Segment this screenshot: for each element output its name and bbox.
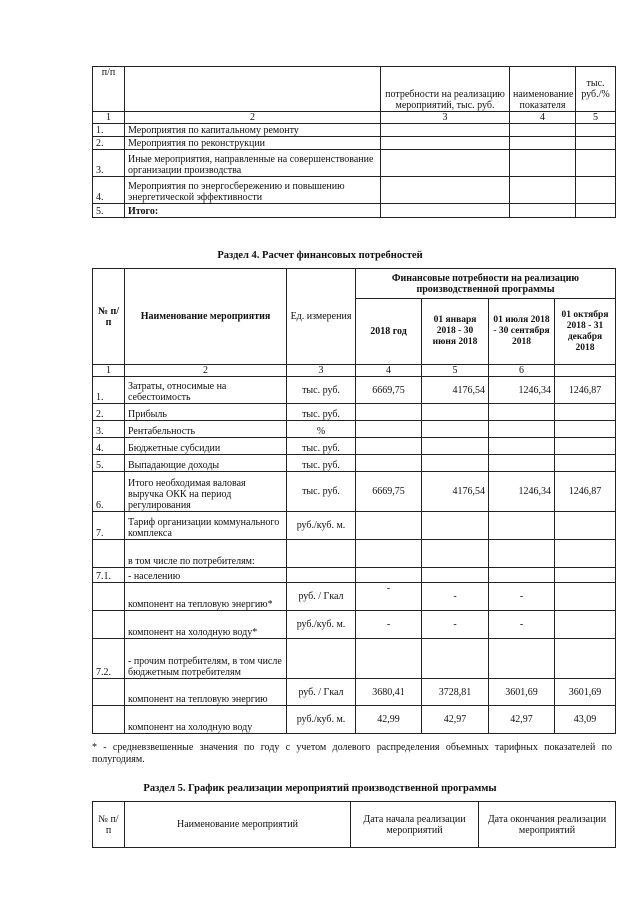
table-row	[93, 472, 616, 512]
footnote: * - средневзвешенные значения по году с учетом долевого распределения объемных тарифных показателей по полугодиям.	[92, 742, 612, 765]
section5-title: Раздел 5. График реализации мероприятий производственной программы	[143, 783, 497, 794]
row-number: 7.2.	[93, 639, 125, 679]
row-unit: руб./куб. м.	[287, 611, 356, 639]
table-section4	[92, 268, 616, 734]
table-row	[93, 438, 616, 455]
row-value: -	[489, 583, 555, 611]
s5-h-start: Дата начала реализации мероприятий	[351, 802, 479, 848]
t3-num-col: 1	[93, 112, 125, 124]
row-unit: руб. / Гкал	[287, 679, 356, 706]
row-number: 5.	[93, 204, 125, 218]
t3-num-col: 5	[576, 112, 616, 124]
row-unit: руб./куб. м.	[287, 706, 356, 734]
row-number: 3.	[93, 150, 125, 177]
t3-num-col: 2	[125, 112, 381, 124]
row-value: 1246,34	[489, 377, 555, 404]
row-number: 2.	[93, 137, 125, 150]
table-row	[93, 204, 616, 218]
s4-num-col: 5	[422, 365, 489, 377]
t3-h-num: п/п	[93, 67, 125, 112]
s5-h-num: № п/п	[93, 802, 125, 848]
row-value: 6669,75	[356, 472, 422, 512]
row-number: 4.	[93, 177, 125, 204]
s4-num-col: 6	[489, 365, 555, 377]
table-row	[93, 679, 616, 706]
row-number: 6.	[93, 472, 125, 512]
row-value: -	[356, 611, 422, 639]
row-name: компонент на холодную воду*	[125, 611, 287, 639]
row-name: Мероприятия по энергосбережению и повышению энергетической эффективности	[125, 177, 381, 204]
table-row	[93, 177, 616, 204]
row-name: Затраты, относимые на себестоимость	[125, 377, 287, 404]
s4-h-col: 2018 год	[356, 299, 422, 365]
s4-h-col: 01 июля 2018 - 30 сентября 2018	[489, 299, 555, 365]
row-unit: тыс. руб.	[287, 438, 356, 455]
row-name: Прибыль	[125, 404, 287, 421]
row-name: - прочим потребителям, в том числе бюджетным потребителям	[125, 639, 287, 679]
row-unit: тыс. руб.	[287, 404, 356, 421]
row-number	[93, 611, 125, 639]
row-number	[93, 540, 125, 568]
table-row	[93, 611, 616, 639]
row-value: 42,97	[489, 706, 555, 734]
s5-h-end: Дата окончания реализации мероприятий	[479, 802, 616, 848]
table-row	[93, 583, 616, 611]
row-value: 1246,87	[555, 472, 616, 512]
s4-h-col: 01 октября 2018 - 31 декабря 2018	[555, 299, 616, 365]
s4-h-group: Финансовые потребности на реализацию производственной программы	[356, 269, 616, 299]
s5-h-name: Наименование мероприятий	[125, 802, 351, 848]
row-unit: тыс. руб.	[287, 455, 356, 472]
table-section5	[92, 801, 616, 848]
row-value: 1246,87	[555, 377, 616, 404]
s4-h-unit: Ед. измерения	[287, 269, 356, 365]
row-number	[93, 583, 125, 611]
row-name: компонент на тепловую энергию*	[125, 583, 287, 611]
row-value: -	[356, 583, 422, 611]
table-row	[93, 421, 616, 438]
row-name: Мероприятия по реконструкции	[125, 137, 381, 150]
table-row	[93, 150, 616, 177]
s4-h-name: Наименование мероприятия	[125, 269, 287, 365]
row-number	[93, 679, 125, 706]
row-name: компонент на холодную воду	[125, 706, 287, 734]
table-row	[93, 124, 616, 137]
s4-num-col: 2	[125, 365, 287, 377]
table-section3	[92, 66, 616, 218]
table-row	[93, 512, 616, 540]
row-value: 3680,41	[356, 679, 422, 706]
table-row	[93, 404, 616, 421]
s4-num-col: 4	[356, 365, 422, 377]
s4-h-col: 01 января 2018 - 30 июня 2018	[422, 299, 489, 365]
table-row	[93, 377, 616, 404]
s4-num-col	[555, 365, 616, 377]
row-number: 7.	[93, 512, 125, 540]
table-row	[93, 706, 616, 734]
row-name: - населению	[125, 568, 287, 583]
row-name: в том числе по потребителям:	[125, 540, 287, 568]
row-name: Выпадающие доходы	[125, 455, 287, 472]
t3-h-indicator: наименование показателя	[510, 67, 576, 112]
table-row	[93, 540, 616, 568]
row-value: -	[422, 611, 489, 639]
table-row	[93, 639, 616, 679]
row-number: 4.	[93, 438, 125, 455]
row-value: 43,09	[555, 706, 616, 734]
t3-h-name	[125, 67, 381, 112]
row-number: 2.	[93, 404, 125, 421]
row-value: 42,97	[422, 706, 489, 734]
s4-num-col: 3	[287, 365, 356, 377]
row-unit: руб./куб. м.	[287, 512, 356, 540]
row-value: -	[422, 583, 489, 611]
row-value: 1246,34	[489, 472, 555, 512]
row-number	[93, 706, 125, 734]
row-number: 3.	[93, 421, 125, 438]
row-value	[555, 611, 616, 639]
t3-num-col: 4	[510, 112, 576, 124]
row-number: 5.	[93, 455, 125, 472]
row-value: 6669,75	[356, 377, 422, 404]
row-unit: тыс. руб.	[287, 377, 356, 404]
table-row	[93, 568, 616, 583]
row-name: Рентабельность	[125, 421, 287, 438]
row-value: 3601,69	[555, 679, 616, 706]
row-value: 4176,54	[422, 472, 489, 512]
row-value: 3728,81	[422, 679, 489, 706]
row-number: 1.	[93, 124, 125, 137]
row-value: 42,99	[356, 706, 422, 734]
row-number: 1.	[93, 377, 125, 404]
row-name: Иные мероприятия, направленные на совершенствование организации производства	[125, 150, 381, 177]
row-value: -	[489, 611, 555, 639]
row-name: Тариф организации коммунального комплекса	[125, 512, 287, 540]
table-row	[93, 455, 616, 472]
table-row	[93, 137, 616, 150]
t3-h-needs: потребности на реализацию мероприятий, тыс. руб.	[381, 67, 510, 112]
s4-num-col: 1	[93, 365, 125, 377]
row-name: Итого необходимая валовая выручка ОКК на период регулирования	[125, 472, 287, 512]
t3-h-unit: тыс. руб./%	[576, 67, 616, 112]
row-name: компонент на тепловую энергию	[125, 679, 287, 706]
s4-h-num: № п/п	[93, 269, 125, 365]
row-unit: руб. / Гкал	[287, 583, 356, 611]
row-name: Бюджетные субсидии	[125, 438, 287, 455]
row-name: Итого:	[125, 204, 381, 218]
row-value: 4176,54	[422, 377, 489, 404]
section4-title: Раздел 4. Расчет финансовых потребностей	[217, 250, 423, 261]
row-name: Мероприятия по капитальному ремонту	[125, 124, 381, 137]
row-number: 7.1.	[93, 568, 125, 583]
row-value: 3601,69	[489, 679, 555, 706]
row-value	[555, 583, 616, 611]
row-unit: тыс. руб.	[287, 472, 356, 512]
t3-num-col: 3	[381, 112, 510, 124]
row-unit: %	[287, 421, 356, 438]
